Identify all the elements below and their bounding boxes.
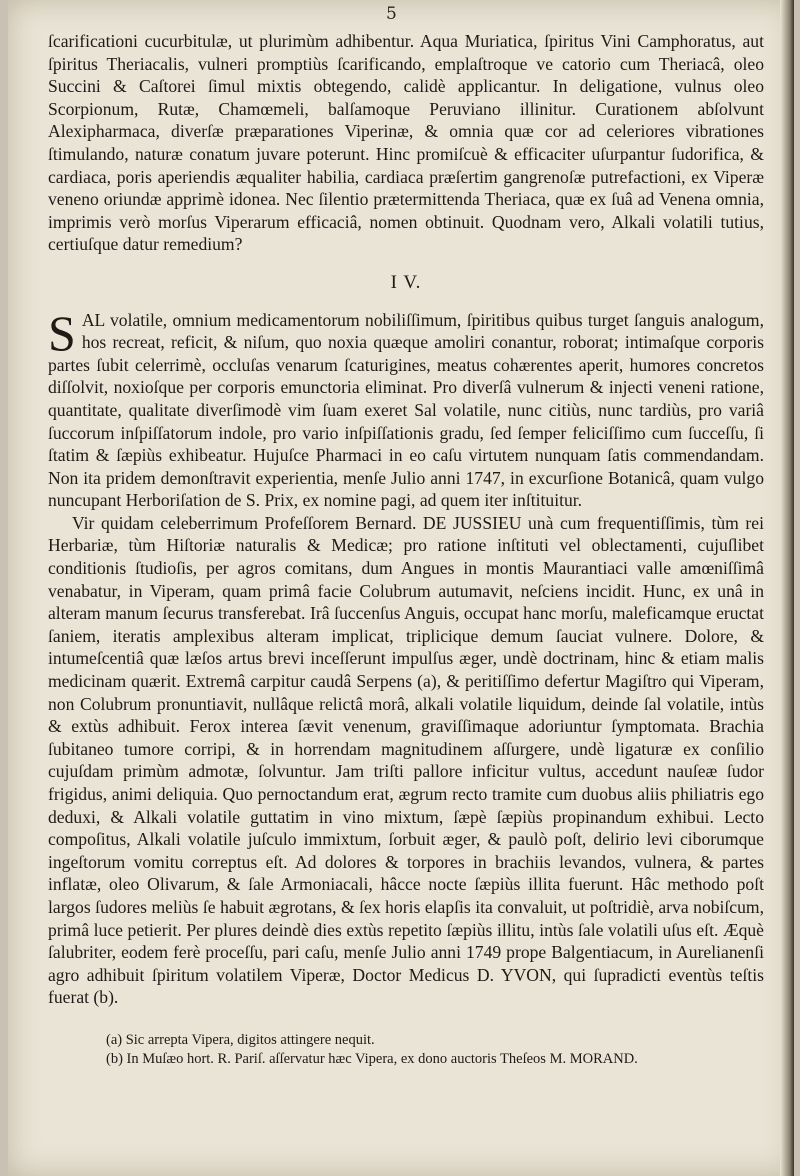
- footnotes: [48, 1031, 764, 1069]
- section-heading: I V.: [390, 271, 422, 293]
- body-text: [48, 30, 764, 1069]
- paragraph-2-text: AL volatile, omnium medicamentorum nobiliſſimum, ſpiritibus quibus turget ſanguis analogum, hos recreat, reficit, & niſum, quo noxia quæque amoliri conantur, roborat; intimaſque corporis partes ſubit celerrimè, occluſas venarum ſcaturigines, meatus cohærentes aperit, humores concretos diſſolvit, noxioſque per corporis emunctoria eliminat. Pro diverſâ vulnerum & injecti veneni ratione, quantitate, qualitate diverſimodè vim ſuam exeret Sal volatile, nunc citiùs, nunc tardiùs, pro variâ ſuccorum inſpiſſatorum indole, pro vario inſpiſſationis gradu, ſed ſemper feliciſſimo cum ſucceſſu, ſi ſtatim & ſæpiùs exhibeatur. Hujuſce Pharmaci in eo caſu virtutem nunquam ſatis commendandam. Non ita pridem demonſtravit experientia, menſe Julio anni 1747, in excurſione Botanicâ, quam vulgo nuncupant Herboriſation de S. Prix, ex nomine pagi, ad quem iter inſtituitur.: [48, 309, 764, 511]
- paragraph-2: [48, 304, 764, 512]
- footnote-a: (a) Sic arrepta Vipera, digitos attingere nequit.: [106, 1031, 375, 1048]
- footnote-b: (b) In Muſæo hort. R. Pariſ. aſſervatur hæc Vipera, ex dono auctoris Theſeos M. MORAND.: [106, 1050, 638, 1067]
- drop-cap: S: [48, 304, 76, 361]
- page-number: 5: [386, 4, 397, 24]
- paragraph-1: ſcarificationi cucurbitulæ, ut plurimùm adhibentur. Aqua Muriatica, ſpiritus Vini Camphoratus, aut ſpiritus Theriacalis, vulneri promptiùs ſcarificando, emplaſtroque ve catorio cum Theriacâ, oleo Succini & Caſtorei ſimul mixtis obtegendo, calidè applicantur. In deligatione, vulnus oleo Scorpionum, Rutæ, Chamœmeli, balſamoque Peruviano illinitur. Curationem abſolvunt Alexipharmaca, diverſæ præparationes Viperinæ, & omnia quæ cor ad celeriores vibrationes ſtimulando, naturæ conatum juvare poterunt. Hinc promiſcuè & efficaciter uſurpantur ſudorifica, & cardiaca, poris aperiendis æqualiter habilia, cardiaca præſertim gangrenoſæ putrefactioni, ex Viperæ veneno oriundæ apprimè idonea. Nec ſilentio prætermittenda Theriaca, quæ ex ſuâ ad Venena omnia, imprimis verò morſus Viperarum efficaciâ, nomen obtinuit. Quodnam vero, Alkali volatili tutius, certiuſque datur remedium?: [48, 31, 764, 255]
- page-edge: [780, 0, 794, 1176]
- paragraph-3: Vir quidam celeberrimum Profeſſorem Bernard. DE JUSSIEU unà cum frequentiſſimis, tùm rei Herbariæ, tùm Hiſtoriæ naturalis & Medicæ; pro ratione inſtituti vel oblectamenti, cujuſlibet conditionis ſtudioſis, per agros comitans, dum Angues in montis Maurantiaci valle amœniſſimâ venabatur, in Viperam, quam primâ facie Colubrum autumavit, neſciens incidit. Hunc, ex unâ in alteram manum ſecurus transferebat. Irâ ſuccenſus Anguis, occupat hanc morſu, maleficamque eructat ſaniem, iteratis amplexibus alteram implicat, triplicique demum ſauciat vulnere. Dolore, & intumeſcentiâ quæ læſos artus brevi inceſſerunt impulſus æger, undè doctrinam, hinc & etiam malis medicinam quærit. Extremâ carpitur caudâ Serpens (a), & peritiſſimo defertur Magiſtro qui Viperam, non Colubrum pronuntiavit, nullâque relictâ morâ, alkali volatile liquidum, deinde ſal volatile, intùs & extùs adhibuit. Ferox interea ſævit venenum, graviſſimaque adoriuntur ſymptomata. Brachia ſubitaneo tumore corripi, & in horrendam magnitudinem aſſurgere, undè ligaturæ ex conſilio cujuſdam primùm admotæ, ſolvuntur. Jam triſti pallore inficitur vultus, accedunt nauſeæ ſudor frigidus, animi deliquia. Quo pernoctandum erat, ægrum recto tramite cum duobus aliis philiatris ego deduxi, & Alkali volatile guttatim in vino mixtum, ſæpè ſæpiùs propinandum exhibui. Lecto compoſitus, Alkali volatile juſculo immixtum, ſorbuit æger, & paulò poſt, delirio levi ciborumque ingeſtorum vomitu correptus eſt. Ad dolores & torpores in brachiis levandos, vulnera, & partes inflatæ, oleo Olivarum, & ſale Armoniacali, hâcce nocte ſæpiùs illita fuerunt. Hâc methodo poſt largos ſudores meliùs ſe habuit ægrotans, & ſex horis elapſis ita convaluit, ut poſtridiè, arva nobiſcum, primâ luce petierit. Per plures deindè dies extùs repetito ſæpiùs illitu, intùs ſale volatili uſus eſt. Æquè ſalubriter, eodem ferè proceſſu, pari caſu, menſe Julio anni 1749 prope Balgentiacum, in Aurelianenſi agro adhibuit ſpiritum volatilem Viperæ, Doctor Medicus D. YVON, qui ſupradicti eventùs teſtis fuerat (b).: [48, 512, 764, 1008]
- book-page: [8, 0, 794, 1176]
